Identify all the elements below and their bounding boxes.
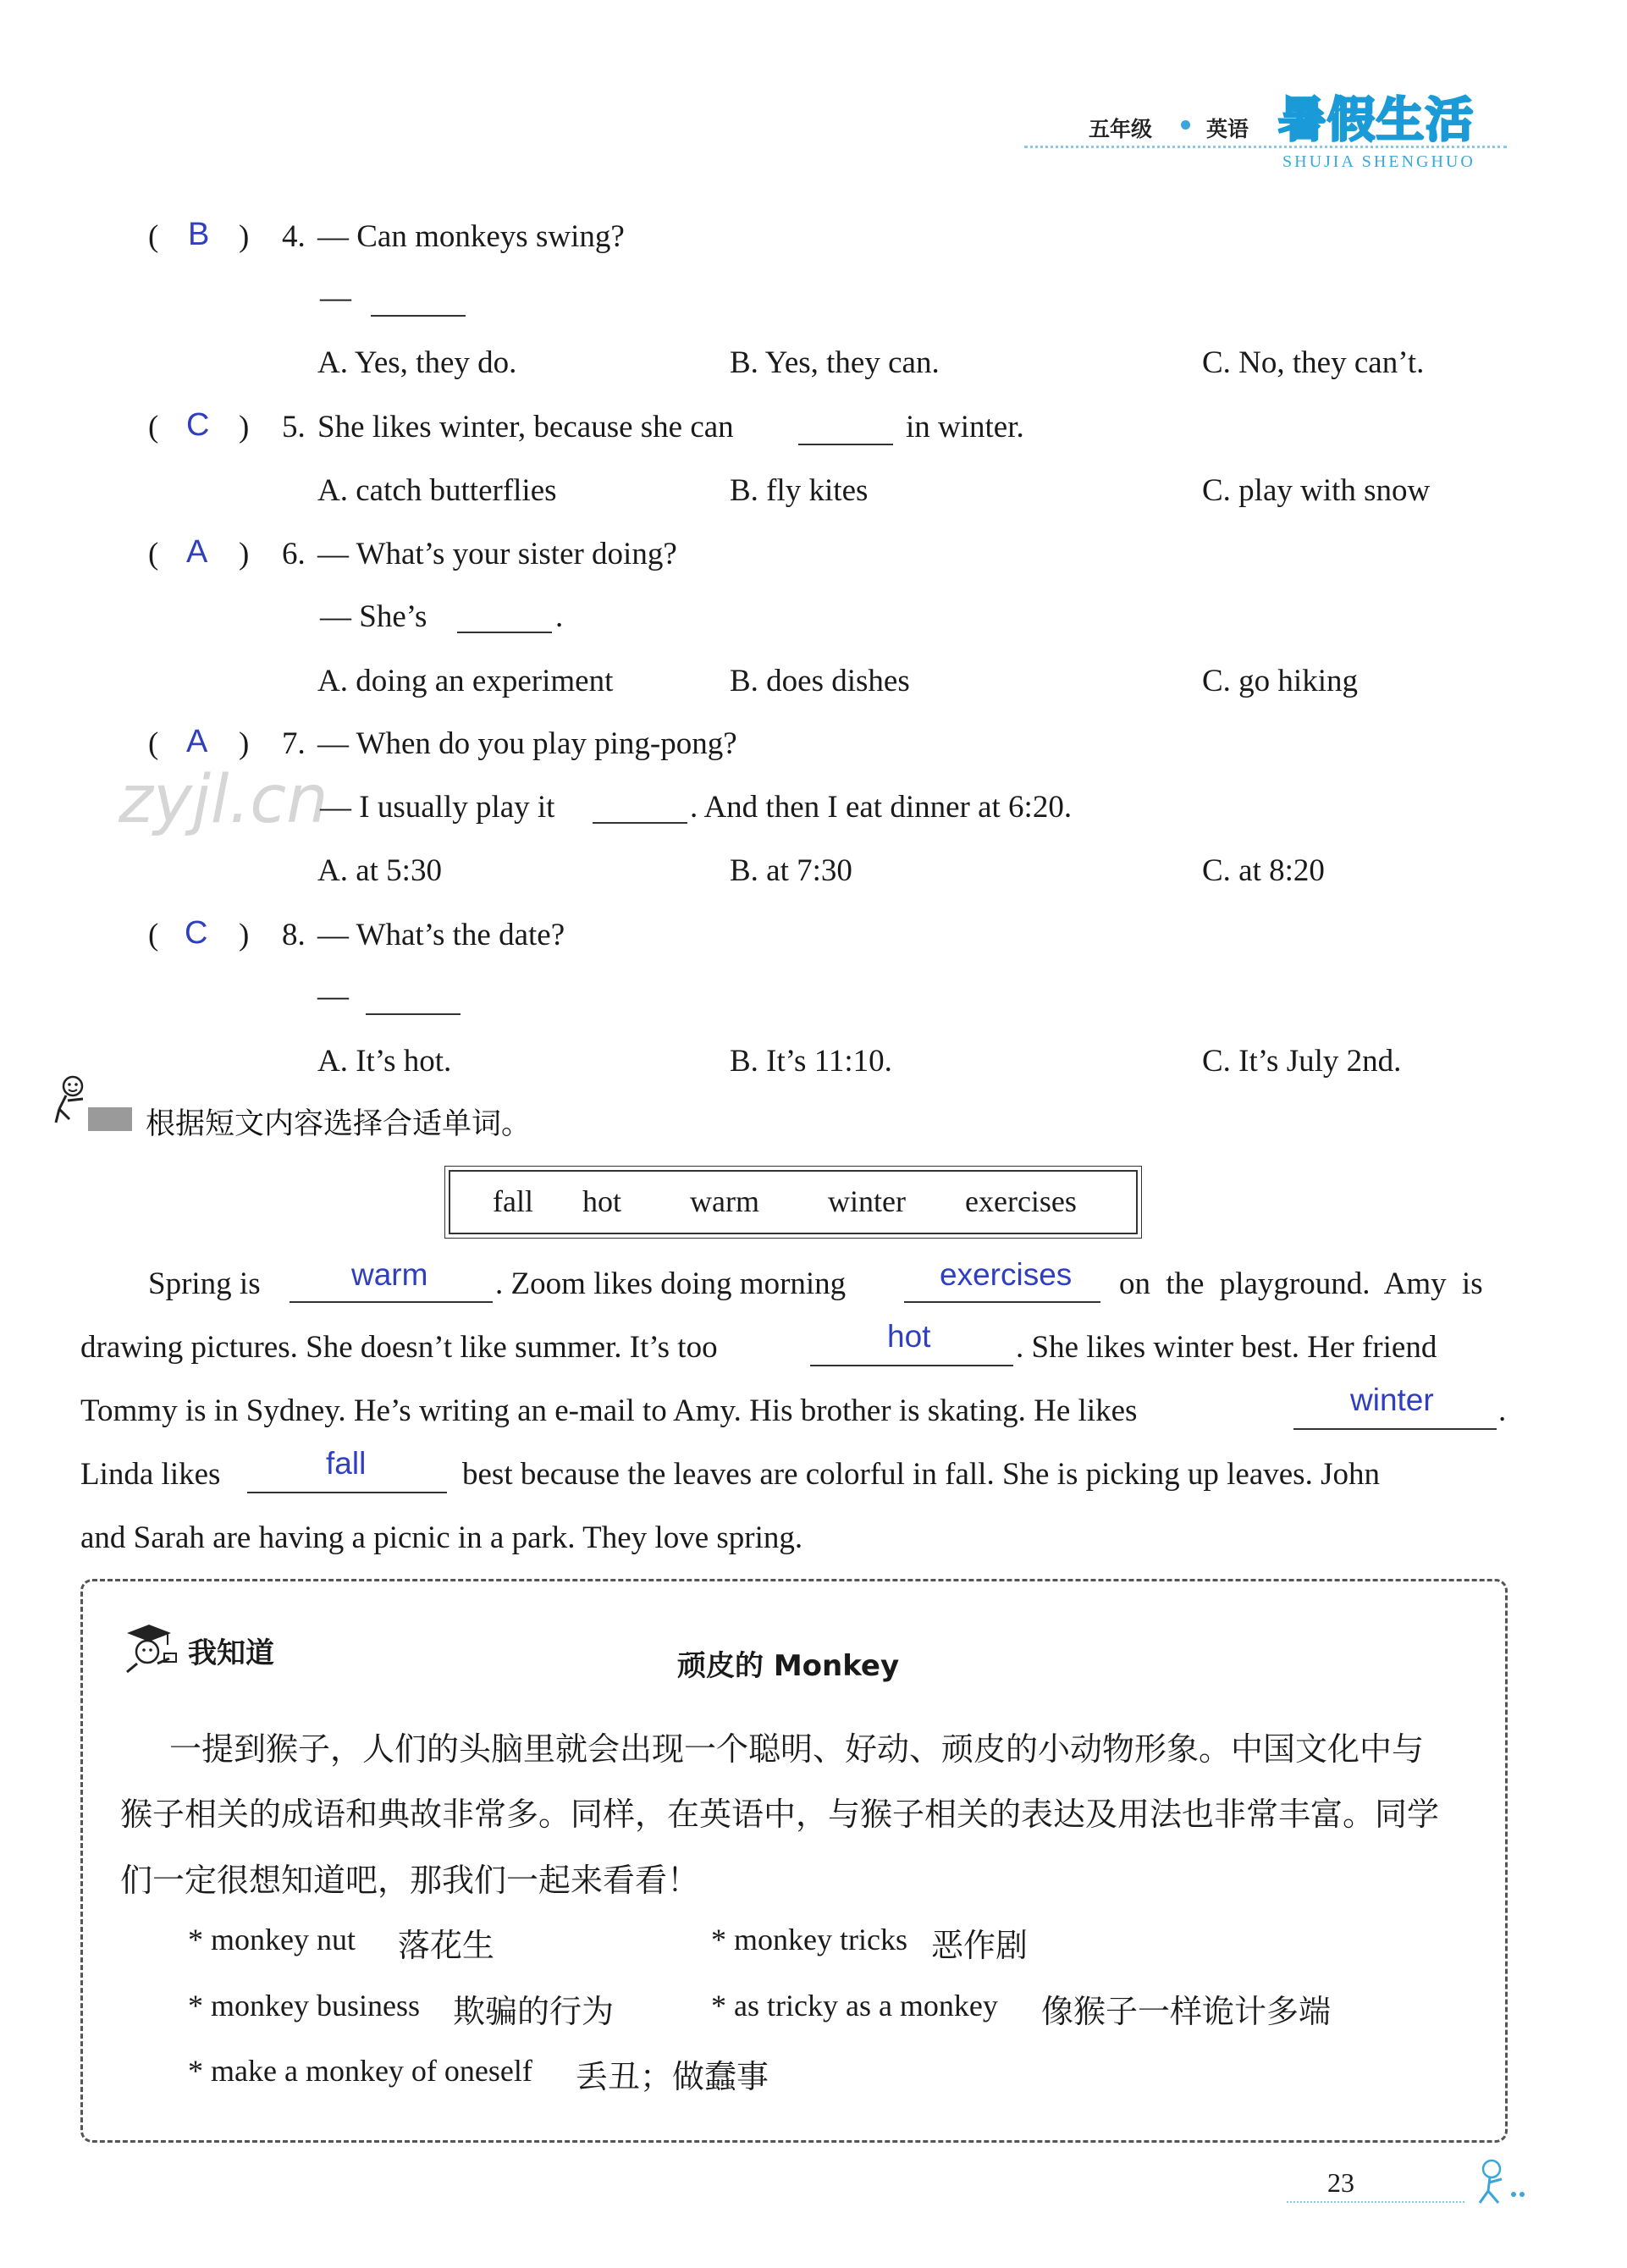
passage-answer-3: hot xyxy=(887,1319,931,1354)
question-6-bracket: ( xyxy=(148,537,159,571)
question-5-stem-after: in winter. xyxy=(906,410,1024,444)
question-7-bracket: ( xyxy=(148,726,159,761)
question-5-answer: C xyxy=(186,407,210,443)
section-heading: 根据短文内容选择合适单词。 xyxy=(146,1107,532,1141)
question-6-stem: — What’s your sister doing? xyxy=(317,537,677,571)
question-4-reply-dash: — xyxy=(320,280,351,315)
question-7-reply-before: — I usually play it xyxy=(320,790,555,825)
question-5-option-c: C. play with snow xyxy=(1202,473,1431,508)
question-4-bracket: ( xyxy=(148,219,159,254)
info-item-4-en: * as tricky as a monkey xyxy=(711,1989,998,2022)
info-item-2-cn: 恶作剧 xyxy=(931,1927,1029,1964)
question-4-answer: B xyxy=(188,217,210,252)
word-bank-winter: winter xyxy=(828,1184,906,1218)
question-8-bracket-close: ) xyxy=(239,918,250,952)
question-6-option-a: A. doing an experiment xyxy=(317,664,614,698)
question-8-number: 8. xyxy=(282,918,306,952)
question-4-option-c: C. No, they can’t. xyxy=(1202,345,1425,380)
info-item-1-cn: 落花生 xyxy=(398,1927,495,1964)
question-6-reply: — She’s xyxy=(320,599,427,634)
question-5-option-a: A. catch butterflies xyxy=(317,473,557,508)
word-bank-exercises: exercises xyxy=(965,1184,1077,1218)
question-5-stem-before: She likes winter, because she can xyxy=(317,410,734,444)
header-dot xyxy=(1181,120,1190,130)
passage-answer-2: exercises xyxy=(940,1257,1073,1292)
passage-line3-b: . xyxy=(1498,1393,1507,1428)
question-6-bracket-close: ) xyxy=(239,537,250,571)
passage-line2-b: . She likes winter best. Her friend xyxy=(1016,1330,1437,1365)
question-8-reply-dash: — xyxy=(317,979,349,1013)
watermark: zyjl.cn xyxy=(119,762,328,838)
passage-line1-c: on the playground. Amy is xyxy=(1119,1266,1483,1301)
question-7-stem: — When do you play ping-pong? xyxy=(317,726,737,761)
passage-line4-b: best because the leaves are colorful in fall. She is picking up leaves. John xyxy=(462,1457,1380,1492)
question-7-option-b: B. at 7:30 xyxy=(730,853,852,888)
info-box-label: 我知道 xyxy=(188,1636,274,1670)
question-4-stem: — Can monkeys swing? xyxy=(317,219,625,254)
header-subject: 英语 xyxy=(1206,117,1249,141)
kid-reading-icon xyxy=(49,1075,93,1124)
question-5-blank xyxy=(798,415,893,445)
question-7-number: 7. xyxy=(282,726,306,761)
header-rule xyxy=(1024,146,1507,148)
section-heading-bar xyxy=(88,1107,132,1131)
question-6-number: 6. xyxy=(282,537,306,571)
word-bank-warm: warm xyxy=(690,1184,759,1218)
passage-line1-b: . Zoom likes doing morning xyxy=(495,1266,847,1301)
passage-answer-1: warm xyxy=(351,1257,428,1292)
question-5-bracket: ( xyxy=(148,410,159,444)
info-paragraph-line3: 们一定很想知道吧，那我们一起来看看！ xyxy=(120,1862,700,1899)
footer-rule xyxy=(1287,2201,1464,2203)
question-6-option-b: B. does dishes xyxy=(730,664,910,698)
header-logo: 暑假生活 xyxy=(1278,93,1475,148)
question-4-bracket-close: ) xyxy=(239,219,250,254)
question-8-blank xyxy=(366,985,461,1015)
question-8-bracket: ( xyxy=(148,918,159,952)
info-item-3-en: * monkey business xyxy=(188,1989,420,2022)
question-4-number: 4. xyxy=(282,219,306,254)
question-8-stem: — What’s the date? xyxy=(317,918,565,952)
passage-line3-a: Tommy is in Sydney. He’s writing an e-mail to Amy. His brother is skating. He likes xyxy=(80,1393,1138,1428)
question-8-option-b: B. It’s 11:10. xyxy=(730,1044,892,1079)
info-item-4-cn: 像猴子一样诡计多端 xyxy=(1041,1993,1332,2030)
question-4-option-a: A. Yes, they do. xyxy=(317,345,517,380)
header-grade: 五年级 xyxy=(1089,117,1153,141)
word-bank-fall: fall xyxy=(493,1184,533,1218)
info-item-5-cn: 丢丑；做蠢事 xyxy=(576,2058,769,2095)
question-4-option-b: B. Yes, they can. xyxy=(730,345,940,380)
info-item-5-en: * make a monkey of oneself xyxy=(188,2054,532,2088)
passage-line4-a: Linda likes xyxy=(80,1457,221,1492)
question-7-option-a: A. at 5:30 xyxy=(317,853,442,888)
info-item-1-en: * monkey nut xyxy=(188,1923,356,1956)
question-6-option-c: C. go hiking xyxy=(1202,664,1358,698)
kid-graduation-icon xyxy=(120,1621,179,1675)
info-paragraph-line1: 一提到猴子，人们的头脑里就会出现一个聪明、好动、顽皮的小动物形象。中国文化中与 xyxy=(169,1730,1425,1768)
question-6-blank xyxy=(457,603,552,633)
passage-line1-a: Spring is xyxy=(148,1266,261,1301)
info-paragraph-line2: 猴子相关的成语和典故非常多。同样，在英语中，与猴子相关的表达及用法也非常丰富。同学 xyxy=(120,1796,1440,1833)
header-pinyin: SHUJIA SHENGHUO xyxy=(1282,152,1475,171)
question-4-blank xyxy=(371,286,466,317)
question-7-blank xyxy=(593,793,687,824)
question-7-reply-after: . And then I eat dinner at 6:20. xyxy=(690,790,1073,825)
page-number: 23 xyxy=(1327,2167,1354,2198)
word-bank-hot: hot xyxy=(582,1184,622,1218)
info-item-3-cn: 欺骗的行为 xyxy=(453,1993,615,2030)
passage-answer-4: winter xyxy=(1350,1382,1434,1417)
question-6-reply-end: . xyxy=(555,599,564,634)
question-7-answer: A xyxy=(186,724,208,759)
kid-running-icon xyxy=(1471,2157,1530,2208)
passage-answer-5: fall xyxy=(326,1446,367,1481)
question-7-option-c: C. at 8:20 xyxy=(1202,853,1325,888)
info-box-title: 顽皮的 Monkey xyxy=(677,1649,900,1683)
question-8-option-a: A. It’s hot. xyxy=(317,1044,452,1079)
question-5-number: 5. xyxy=(282,410,306,444)
info-item-2-en: * monkey tricks xyxy=(711,1923,907,1956)
passage-line5: and Sarah are having a picnic in a park. They love spring. xyxy=(80,1520,803,1555)
question-8-answer: C xyxy=(185,915,208,951)
question-5-option-b: B. fly kites xyxy=(730,473,869,508)
question-5-bracket-close: ) xyxy=(239,410,250,444)
question-7-bracket-close: ) xyxy=(239,726,250,761)
question-8-option-c: C. It’s July 2nd. xyxy=(1202,1044,1402,1079)
passage-line2-a: drawing pictures. She doesn’t like summer. It’s too xyxy=(80,1330,718,1365)
question-6-answer: A xyxy=(186,534,208,570)
